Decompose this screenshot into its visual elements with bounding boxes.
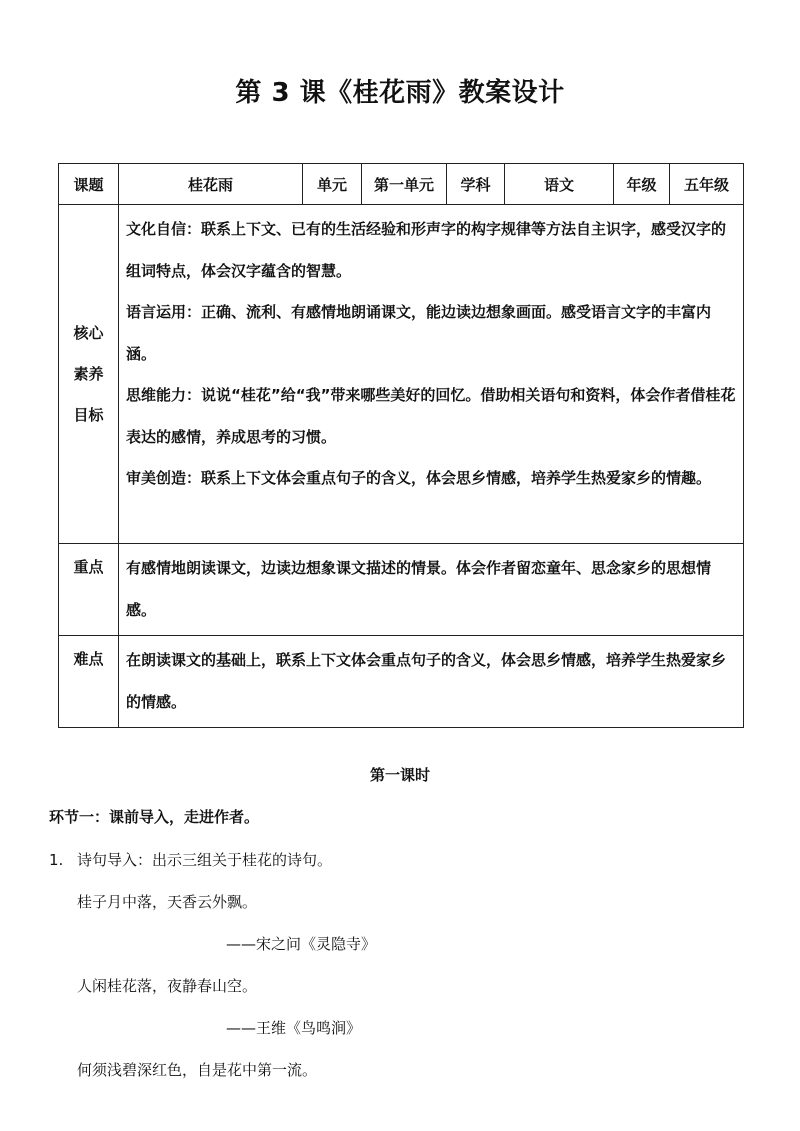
poem-source: ——王维《鸟鸣涧》	[226, 1019, 362, 1037]
goals-label-line: 目标	[73, 405, 104, 424]
goals-row	[59, 205, 744, 544]
goals-label-line: 素养	[73, 364, 104, 383]
key-point-content: 有感情地朗读课文，边读边想象课文描述的情景。体会作者留恋童年、思念家乡的思想情感。	[119, 544, 744, 636]
difficulty-row	[59, 636, 744, 728]
unit-label: 单元	[303, 164, 362, 205]
poem-line: 桂子月中落，天香云外飘。	[77, 893, 258, 911]
step1-title: 环节一：课前导入，走进作者。	[49, 808, 260, 826]
section-title: 第一课时	[369, 766, 430, 784]
goal-culture: 文化自信：联系上下文、已有的生活经验和形声字的构字规律等方法自主识字，感受汉字的组词特点，体会汉字蕴含的智慧。	[126, 220, 727, 280]
difficulty-content: 在朗读课文的基础上，联系上下文体会重点句子的含义，体会思乡情感，培养学生热爱家乡的情感。	[119, 636, 744, 728]
topic-label: 课题	[59, 164, 119, 205]
unit-value: 第一单元	[362, 164, 447, 205]
poem-line: 何须浅碧深红色，自是花中第一流。	[77, 1061, 318, 1079]
list-item-number: 1.	[49, 851, 64, 869]
grade-label: 年级	[614, 164, 670, 205]
goal-thinking: 思维能力：说说“桂花”给“我”带来哪些美好的回忆。借助相关语句和资料，体会作者借桂花表达的感情，养成思考的习惯。	[126, 386, 736, 446]
table-header-row	[59, 164, 744, 205]
poem-line: 人闲桂花落，夜静春山空。	[77, 977, 258, 995]
goals-label-line: 核心	[73, 323, 104, 342]
goal-aesthetic: 审美创造：联系上下文体会重点句子的含义，体会思乡情感，培养学生热爱家乡的情趣。	[126, 469, 712, 487]
goals-label	[59, 205, 119, 544]
lesson-info-table	[58, 163, 744, 728]
goals-content	[119, 205, 744, 544]
topic-value: 桂花雨	[119, 164, 303, 205]
key-point-label: 重点	[59, 544, 119, 636]
poem-source: ——宋之问《灵隐寺》	[226, 935, 377, 953]
document-title: 第 3 课《桂花雨》教案设计	[235, 78, 565, 108]
goal-language: 语言运用：正确、流利、有感情地朗诵课文，能边读边想象画面。感受语言文字的丰富内涵。	[126, 303, 712, 363]
subject-value: 语文	[505, 164, 614, 205]
list-item	[49, 849, 332, 870]
difficulty-label: 难点	[59, 636, 119, 728]
key-point-row	[59, 544, 744, 636]
list-item-text: 诗句导入：出示三组关于桂花的诗句。	[77, 851, 333, 869]
subject-label: 学科	[447, 164, 505, 205]
grade-value: 五年级	[670, 164, 744, 205]
